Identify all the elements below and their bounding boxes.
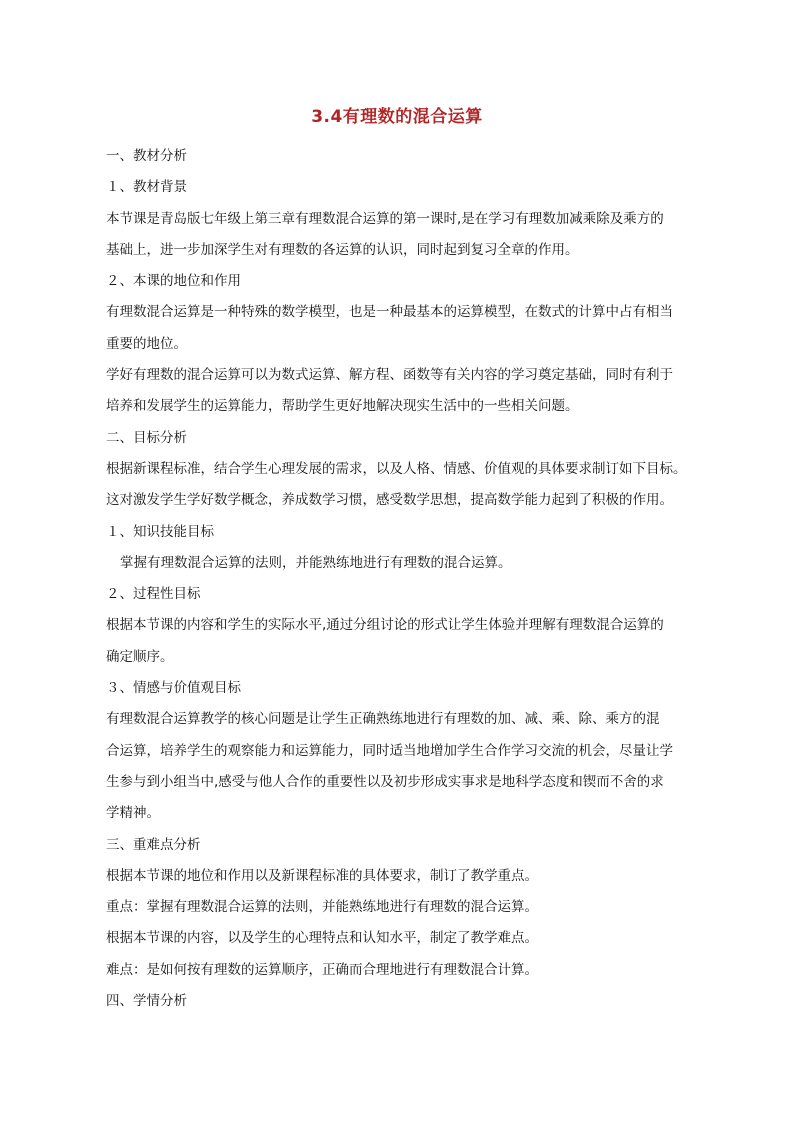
paragraph-line: 掌握有理数混合运算的法则，并能熟练地进行有理数的混合运算。 — [120, 554, 512, 571]
paragraph-line: 基础上，进一步加深学生对有理数的各运算的认识，同时起到复习全章的作用。 — [106, 241, 579, 258]
paragraph-line: 根据本节课的地位和作用以及新课程标准的具体要求，制订了教学重点。 — [106, 867, 538, 884]
document-title: 3.4有理数的混合运算 — [311, 107, 483, 127]
paragraph-line: 生参与到小组当中,感受与他人合作的重要性以及初步形成实事求是地科学态度和锲而不舍的求 — [106, 773, 664, 790]
section-heading: 一、教材分析 — [106, 148, 187, 164]
paragraph-line: 学好有理数的混合运算可以为数式运算、解方程、函数等有关内容的学习奠定基础，同时有利于 — [106, 367, 673, 384]
paragraph-line: 根据本节课的内容和学生的实际水平,通过分组讨论的形式让学生体验并理解有理数混合运算的 — [106, 617, 664, 634]
subsection-heading: １、知识技能目标 — [106, 523, 214, 540]
section-heading: 四、学情分析 — [106, 993, 187, 1010]
paragraph-line: 培养和发展学生的运算能力，帮助学生更好地解决现实生活中的一些相关问题。 — [106, 398, 579, 415]
subsection-heading: ３、情感与价值观目标 — [106, 680, 241, 697]
subsection-heading: １、教材背景 — [106, 179, 187, 196]
subsection-heading: ２、本课的地位和作用 — [106, 273, 241, 290]
paragraph-line: 这对激发学生学好数学概念，养成数学习惯，感受数学思想，提高数学能力起到了积极的作用。 — [106, 492, 673, 509]
paragraph-line: 根据新课程标准，结合学生心理发展的需求，以及人格、情感、价值观的具体要求制订如下目标。 — [106, 460, 687, 477]
paragraph-line: 重要的地位。 — [106, 335, 187, 352]
paragraph-line: 难点：是如何按有理数的运算顺序，正确而合理地进行有理数混合计算。 — [106, 961, 538, 978]
subsection-heading: ２、过程性目标 — [106, 586, 201, 603]
section-heading: 二、目标分析 — [106, 429, 187, 446]
paragraph-line: 重点：掌握有理数混合运算的法则，并能熟练地进行有理数的混合运算。 — [106, 899, 538, 916]
paragraph-line: 合运算，培养学生的观察能力和运算能力，同时适当地增加学生合作学习交流的机会，尽量让学 — [106, 742, 673, 759]
section-heading: 三、重难点分析 — [106, 836, 201, 853]
paragraph-line: 学精神。 — [106, 805, 160, 822]
paragraph-line: 本节课是青岛版七年级上第三章有理数混合运算的第一课时,是在学习有理数加减乘除及乘方的 — [106, 210, 664, 227]
paragraph-line: 有理数混合运算是一种特殊的数学模型，也是一种最基本的运算模型，在数式的计算中占有相当 — [106, 304, 673, 321]
document-body — [106, 141, 690, 1017]
paragraph-line: 有理数混合运算教学的核心问题是让学生正确熟练地进行有理数的加、减、乘、除、乘方的混 — [106, 711, 660, 728]
paragraph-line: 确定顺序。 — [106, 648, 174, 665]
paragraph-line: 根据本节课的内容，以及学生的心理特点和认知水平，制定了教学难点。 — [106, 930, 538, 947]
